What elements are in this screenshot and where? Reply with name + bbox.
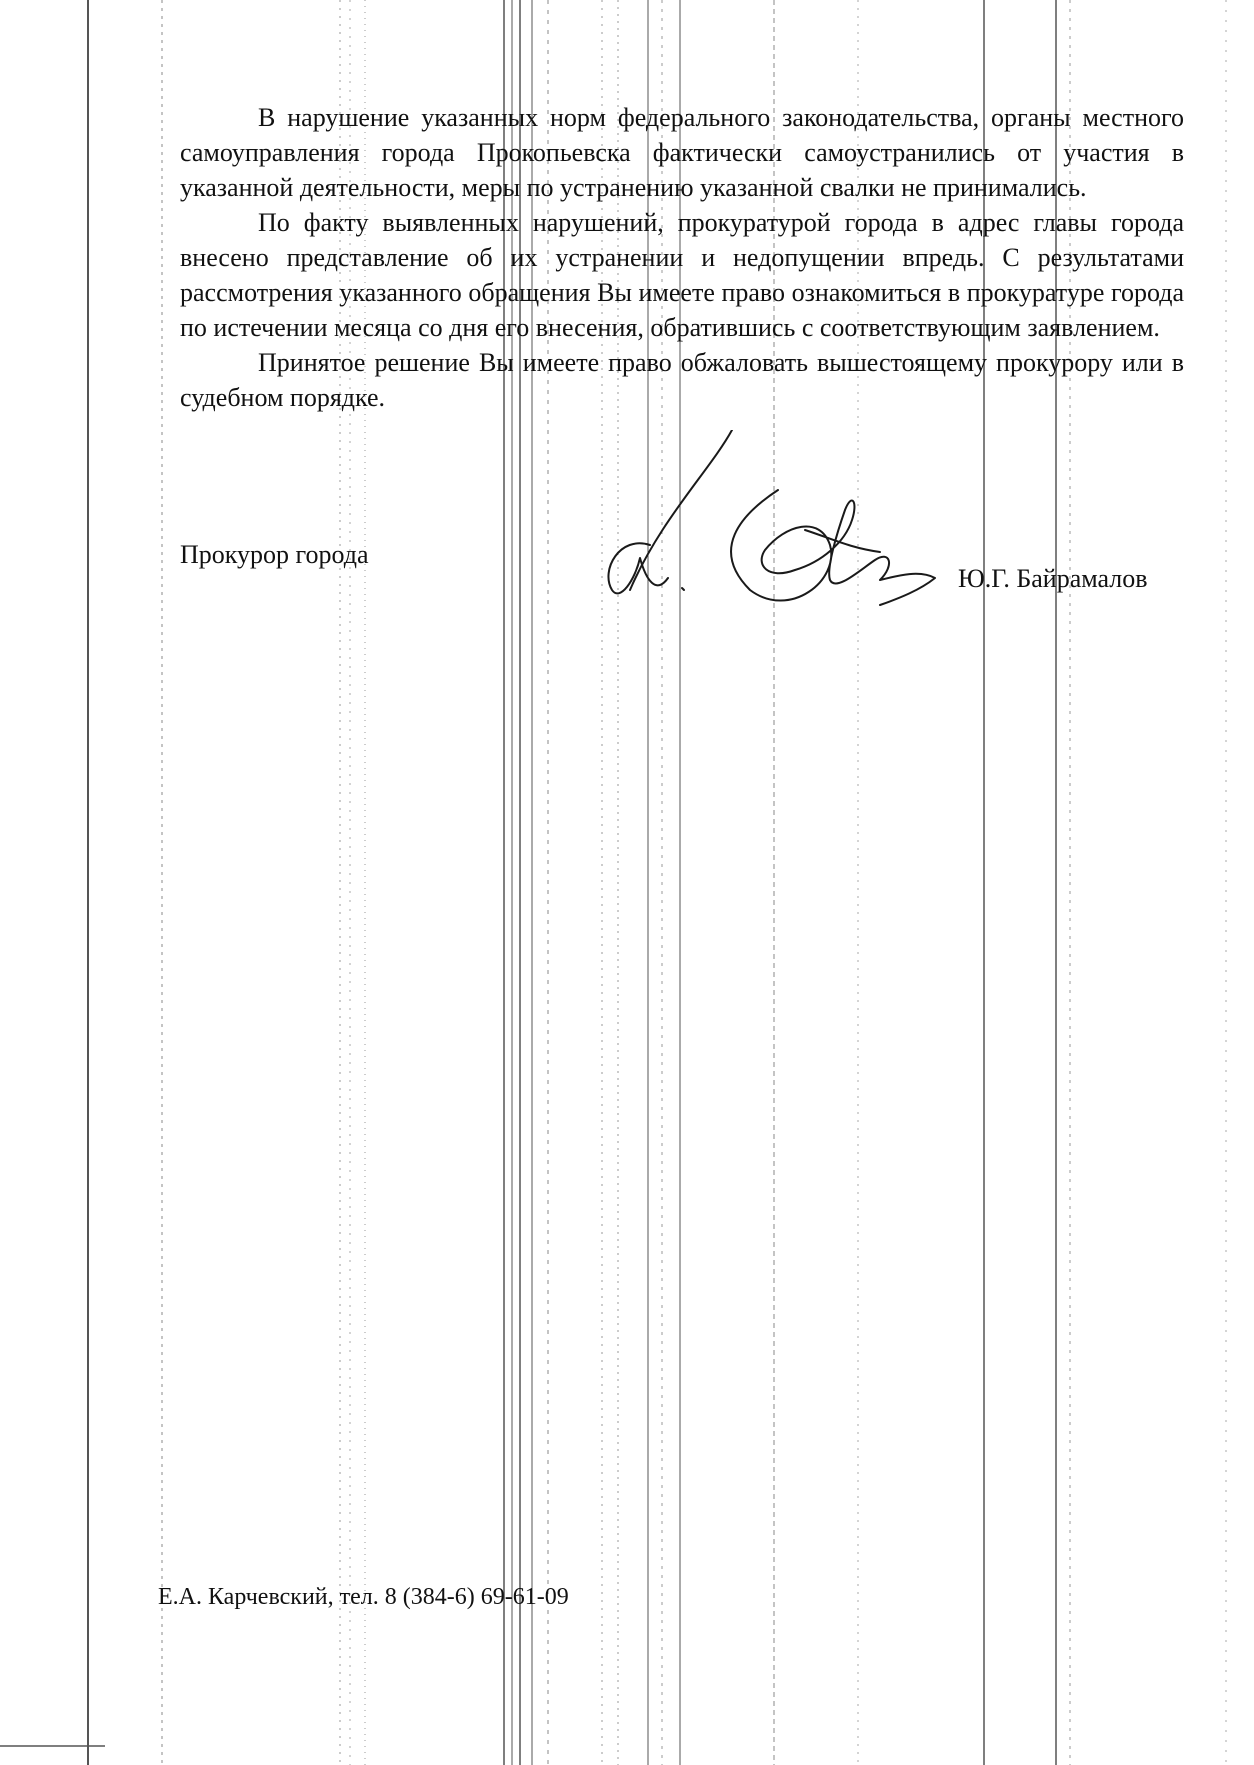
letter-body [180,100,1184,415]
executor-contact: Е.А. Карчевский, тел. 8 (384-6) 69-61-09 [158,1584,569,1610]
signer-position: Прокурор города [180,540,369,569]
paragraph-violations: В нарушение указанных норм федерального законодательства, органы местного самоуправления города Прокопьевска фактически самоустранились от участия в указанной деятельности, меры по устранению указанной свалки не принимались. [180,103,1184,202]
signature-image [590,430,970,630]
paragraph-submission: По факту выявленных нарушений, прокуратурой города в адрес главы города внесено представление об их устранении и недопущении впредь. С результатами рассмотрения указанного обращения Вы имеете право ознакомиться в прокуратуре города по истечении месяца со дня его внесения, обратившись с соответствующим заявлением. [180,208,1184,342]
signer-name: Ю.Г. Байрамалов [958,564,1148,593]
paragraph-appeal: Принятое решение Вы имеете право обжаловать вышестоящему прокурору или в судебном порядке. [180,348,1184,412]
